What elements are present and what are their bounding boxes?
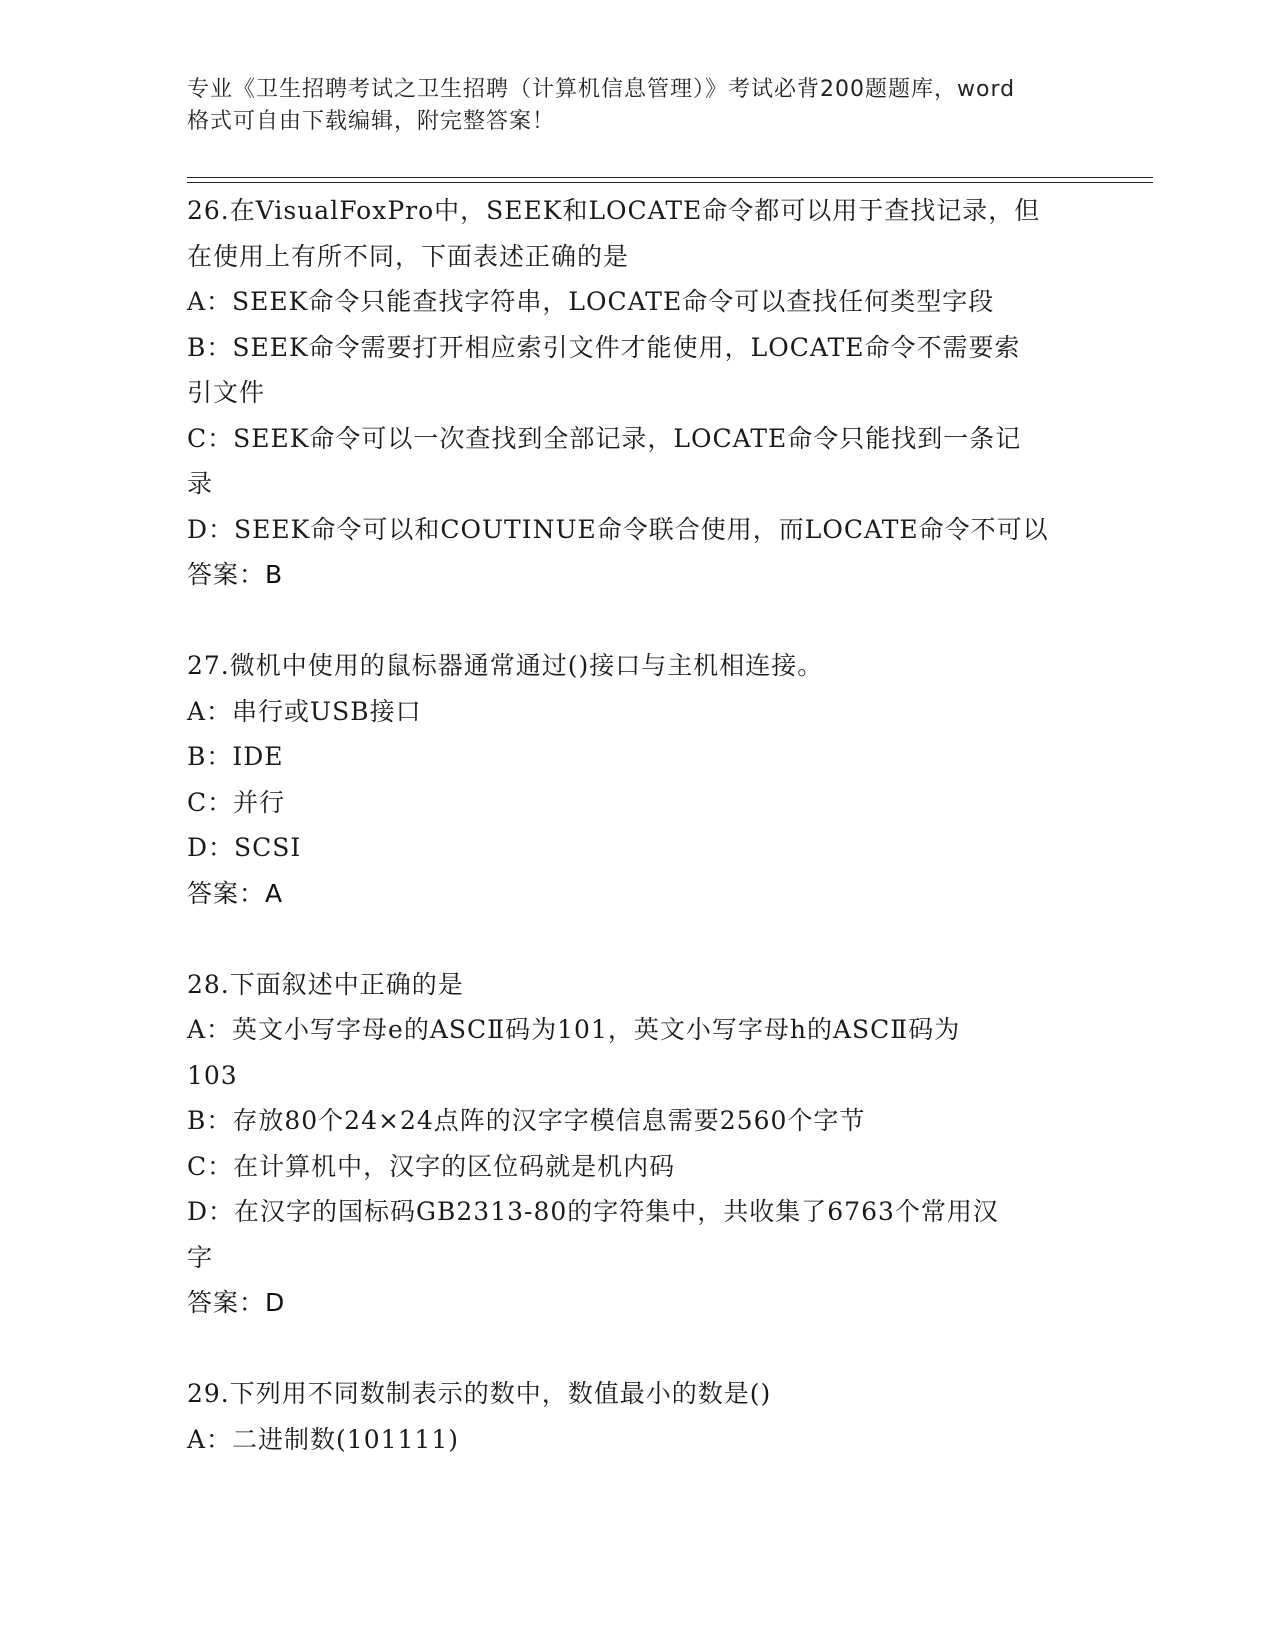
- option-a: A：英文小写字母e的ASCⅡ码为101，英文小写字母h的ASCⅡ码为: [187, 1015, 961, 1044]
- question-spacer: [187, 598, 1087, 644]
- option-a: A：SEEK命令只能查找字符串，LOCATE命令可以查找任何类型字段: [187, 287, 995, 316]
- question-stem: 在使用上有所不同，下面表述正确的是: [187, 241, 630, 271]
- option-b-continued: 引文件: [187, 378, 266, 407]
- option-c-continued: 录: [187, 469, 214, 498]
- option-d-continued: 字: [187, 1242, 214, 1272]
- header-divider-top: [187, 177, 1153, 178]
- option-c: C：SEEK命令可以一次查找到全部记录，LOCATE命令只能找到一条记: [187, 423, 1022, 453]
- option-b: B：存放80个24×24点阵的汉字字模信息需要2560个字节: [187, 1106, 866, 1135]
- question-28: [187, 962, 1087, 1326]
- question-stem: 28.下面叙述中正确的是: [187, 969, 464, 999]
- question-26: [187, 188, 1087, 598]
- option-c: C：在计算机中，汉字的区位码就是机内码: [187, 1151, 676, 1181]
- header-title-line-1: 专业《卫生招聘考试之卫生招聘（计算机信息管理）》考试必背200题题库，word: [187, 77, 1016, 102]
- option-b: B：SEEK命令需要打开相应索引文件才能使用，LOCATE命令不需要索: [187, 332, 1021, 362]
- question-list: [187, 188, 1087, 1462]
- question-29: [187, 1371, 1087, 1462]
- option-d: D：在汉字的国标码GB2313-80的字符集中，共收集了6763个常用汉: [187, 1197, 999, 1226]
- question-spacer: [187, 1326, 1087, 1372]
- option-c: C：并行: [187, 787, 286, 817]
- option-a: A：串行或USB接口: [187, 696, 422, 726]
- option-b: B：IDE: [187, 742, 284, 771]
- option-d: D：SCSI: [187, 833, 302, 862]
- document-header: [187, 74, 1087, 138]
- question-spacer: [187, 916, 1087, 962]
- question-stem: 26.在VisualFoxPro中，SEEK和LOCATE命令都可以用于查找记录，但: [187, 196, 1041, 225]
- header-title-line-2: 格式可自由下载编辑，附完整答案！: [187, 109, 556, 134]
- question-stem: 27.微机中使用的鼠标器通常通过()接口与主机相连接。: [187, 651, 824, 680]
- header-divider-bottom: [187, 182, 1153, 183]
- question-27: [187, 643, 1087, 916]
- answer-label: 答案：B: [187, 560, 284, 589]
- option-d: D：SEEK命令可以和COUTINUE命令联合使用，而LOCATE命令不可以: [187, 514, 1049, 544]
- option-a: A：二进制数(101111): [187, 1424, 459, 1454]
- answer-label: 答案：D: [187, 1288, 286, 1317]
- answer-label: 答案：A: [187, 878, 284, 908]
- option-a-continued: 103: [187, 1060, 238, 1090]
- question-stem: 29.下列用不同数制表示的数中，数值最小的数是(): [187, 1379, 772, 1408]
